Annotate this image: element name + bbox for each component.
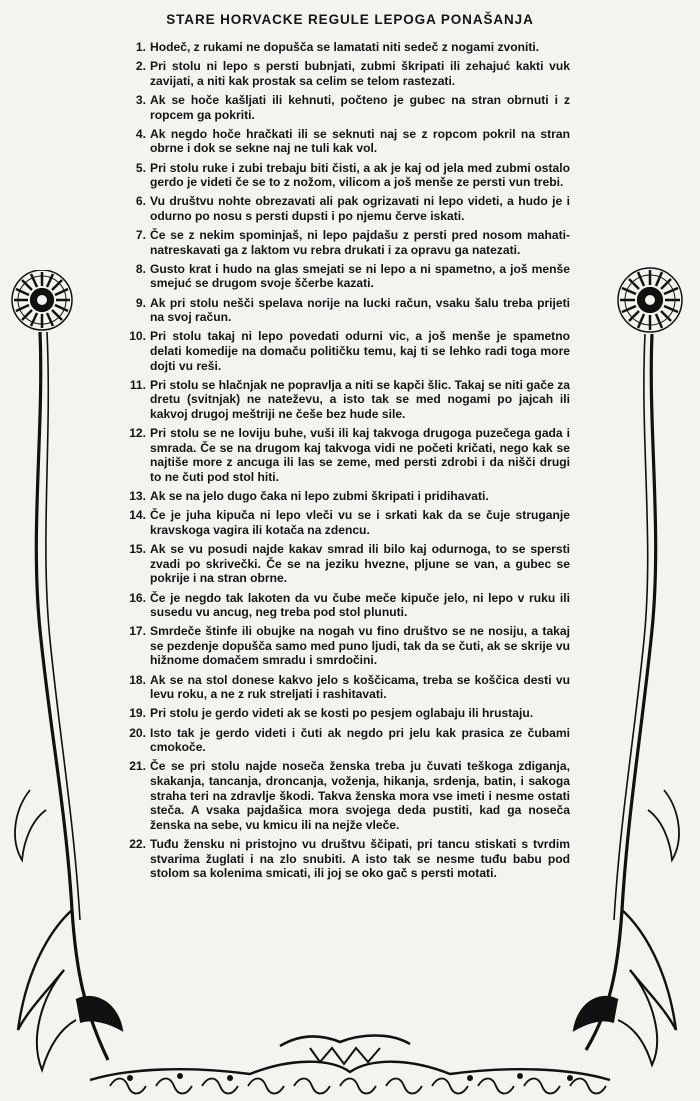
rule-text: Gusto krat i hudo na glas smejati se ni lepo a ni spametno, a još menše smejuć se drugom svoje ščerbe kazati.: [150, 261, 570, 291]
rule-number: 20.: [129, 725, 146, 740]
rule-item: [128, 624, 570, 668]
rule-number: 4.: [135, 126, 146, 141]
rule-item: [128, 329, 570, 373]
rule-item: [128, 161, 570, 190]
right-flower-ornament: [572, 250, 700, 1070]
rule-item: [128, 837, 570, 881]
rule-item: [128, 706, 570, 721]
rule-number: 21.: [129, 759, 146, 774]
rule-item: [128, 759, 570, 832]
rule-number: 5.: [135, 160, 146, 175]
rule-item: [128, 489, 570, 504]
rule-text: Pri stolu takaj ni lepo povedati odurni vic, a još menše je spametno delati komedije na domaču političku temu, kaj ti se lehko radi toga more dojti vu reši.: [150, 329, 570, 373]
bottom-border-ornament: [70, 1028, 630, 1098]
rule-item: [128, 508, 570, 537]
rules-list: [128, 40, 570, 885]
rule-number: 14.: [129, 508, 146, 523]
rule-number: 12.: [129, 426, 146, 441]
rule-number: 6.: [135, 194, 146, 209]
rule-text: Ak negdo hoče hračkati ili se seknuti naj se z ropcom pokril na stran obrne i dok se sekne naj ne tuli kak vol.: [150, 126, 570, 156]
rule-number: 22.: [129, 836, 146, 851]
rule-number: 9.: [135, 295, 146, 310]
right-stem-inner: [614, 334, 648, 920]
rule-number: 3.: [135, 92, 146, 107]
rule-text: Če je negdo tak lakoten da vu čube meče kipuče jelo, ni lepo v ruku ili susedu vu ancug, neg treba pod stol plunuti.: [150, 590, 570, 620]
rule-item: [128, 228, 570, 257]
rule-text: Pri stolu ruke i zubi trebaju biti čisti, a ak je kaj od jela med zubmi ostalo gerdo je videti če se to z nožom, vilicom a još menše ze persti vun trebi.: [150, 160, 570, 190]
rule-text: Če je juha kipuča ni lepo vleči vu se i srkati kak da se čuje struganje kravskoga vagira ili kotača na zdencu.: [150, 508, 570, 537]
rule-text: Isto tak je gerdo videti i čuti ak negdo pri jelu kak prasica ze čubami cmokoče.: [150, 725, 570, 755]
rule-text: Vu društvu nohte obrezavati ali pak ogrizavati ni lepo videti, a hudo je i odurno po nosu s persti dupsti i po njemu červe iskati.: [150, 194, 570, 223]
rule-item: [128, 296, 570, 325]
rule-number: 1.: [135, 40, 146, 54]
rule-text: Pri stolu je gerdo videti ak se kosti po pesjem oglabaju ili hrustaju.: [150, 706, 534, 721]
rule-item: [128, 378, 570, 422]
left-flower-ornament: [0, 270, 130, 1090]
rule-item: [128, 591, 570, 620]
rule-number: 10.: [129, 329, 146, 344]
rule-item: [128, 59, 570, 88]
rule-item: [128, 726, 570, 755]
rule-item: [128, 542, 570, 586]
rule-text: Pri stolu se ne loviju buhe, vuši ili kaj takvoga drugoga puzečega gada i smrada. Če se na drugom kaj takvoga vidi ne početi kričati, nego kak se najtiše more z ancuga ili las se zeme, med persti zdrobi i da nišči drugi to ne čuti pod stol hiti.: [150, 426, 570, 484]
rule-text: Ak se na jelo dugo čaka ni lepo zubmi škripati i pridihavati.: [150, 489, 489, 504]
rule-number: 16.: [129, 590, 146, 605]
rule-text: Ak se na stol donese kakvo jelo s koščicama, treba se koščica desti vu levu roku, a ne z ruk streljati i rashitavati.: [150, 672, 570, 702]
rule-text: Če se z nekim spominjaš, ni lepo pajdašu z persti pred nosom mahati-natreskavati ga z laktom vu rebra drukati i za opravu ga natezati.: [150, 228, 570, 257]
rule-number: 15.: [129, 542, 146, 557]
rule-item: [128, 262, 570, 291]
rule-text: Ak se vu posudi najde kakav smrad ili bilo kaj odurnoga, to se spersti zvadi po skrivečki. Če se na jeziku hvezne, pljune se van, a gubec se pokrije i na stran obrne.: [150, 542, 570, 586]
page-title: STARE HORVACKE REGULE LEPOGA PONAŠANJA: [166, 12, 534, 27]
rule-text: Pri stolu se hlačnjak ne popravlja a niti se kapči šlic. Takaj se niti gače za dretu (svitnjak) ne nateževu, a isto tak se med nogami po jajcah ili kakvoj drugoj meštriji ne češe bez hude sile.: [150, 377, 570, 421]
rule-item: [128, 194, 570, 223]
rule-text: Če se pri stolu najde noseča ženska treba ju čuvati teškoga zdiganja, skakanja, tancanja, droncanja, voženja, hikanja, srdenja, batin, i sakoga straha teri na zdravlje škodi. Takva ženska mora vse imeti i nesme ostati steča. A vsaka pajdašica mora svojega deda pustiti, kad ga noseča ženska na sebe, vu kmicu ili na nejže vleče.: [150, 759, 570, 832]
rule-number: 7.: [135, 228, 146, 243]
rule-item: [128, 40, 570, 55]
rule-number: 19.: [129, 706, 146, 721]
right-flower-petals: [618, 268, 682, 332]
rule-text: Smrdeče štinfe ili obujke na nogah vu fino društvo se ne nosiju, a takaj se pezdenje dopušča samo med puno ljudi, tak da se čuti, ak se skrije vu hižnome domačem smradu i smrdočini.: [150, 624, 570, 668]
rule-item: [128, 93, 570, 122]
rule-text: Ak se hoče kašljati ili kehnuti, počteno je gubec na stran obrnuti i z ropcem ga pokriti.: [150, 92, 570, 122]
rule-number: 2.: [135, 59, 146, 74]
rule-number: 8.: [135, 261, 146, 276]
rule-item: [128, 127, 570, 156]
left-flower-petals: [12, 270, 72, 330]
rule-number: 11.: [129, 377, 146, 392]
rule-item: [128, 673, 570, 702]
rule-number: 13.: [129, 489, 146, 504]
rule-text: Pri stolu ni lepo s persti bubnjati, zubmi škripati ili zehajuć kakti vuk zavijati, a niti kak prostak sa celim se telom rastezati.: [150, 59, 570, 88]
rule-item: [128, 426, 570, 484]
left-stem-inner: [46, 332, 80, 920]
rule-text: Tuđu žensku ni pristojno vu društvu ščipati, pri tancu stiskati s tvrdim stvarima žuglati i na zlo snubiti. A isto tak se nesme tuđu babu pod stolom sa kolenima smicati, ili joj se oko gač s persti motati.: [150, 836, 570, 881]
rule-text: Ak pri stolu nešči spelava noriјe na lucki račun, vsaku šalu treba prijeti na svoj račun.: [150, 295, 570, 325]
rule-number: 18.: [129, 672, 146, 687]
rule-number: 17.: [129, 624, 146, 639]
rule-text: Hodeč, z rukami ne dopušča se lamatati niti sedeč z nogami zvoniti.: [150, 40, 540, 54]
